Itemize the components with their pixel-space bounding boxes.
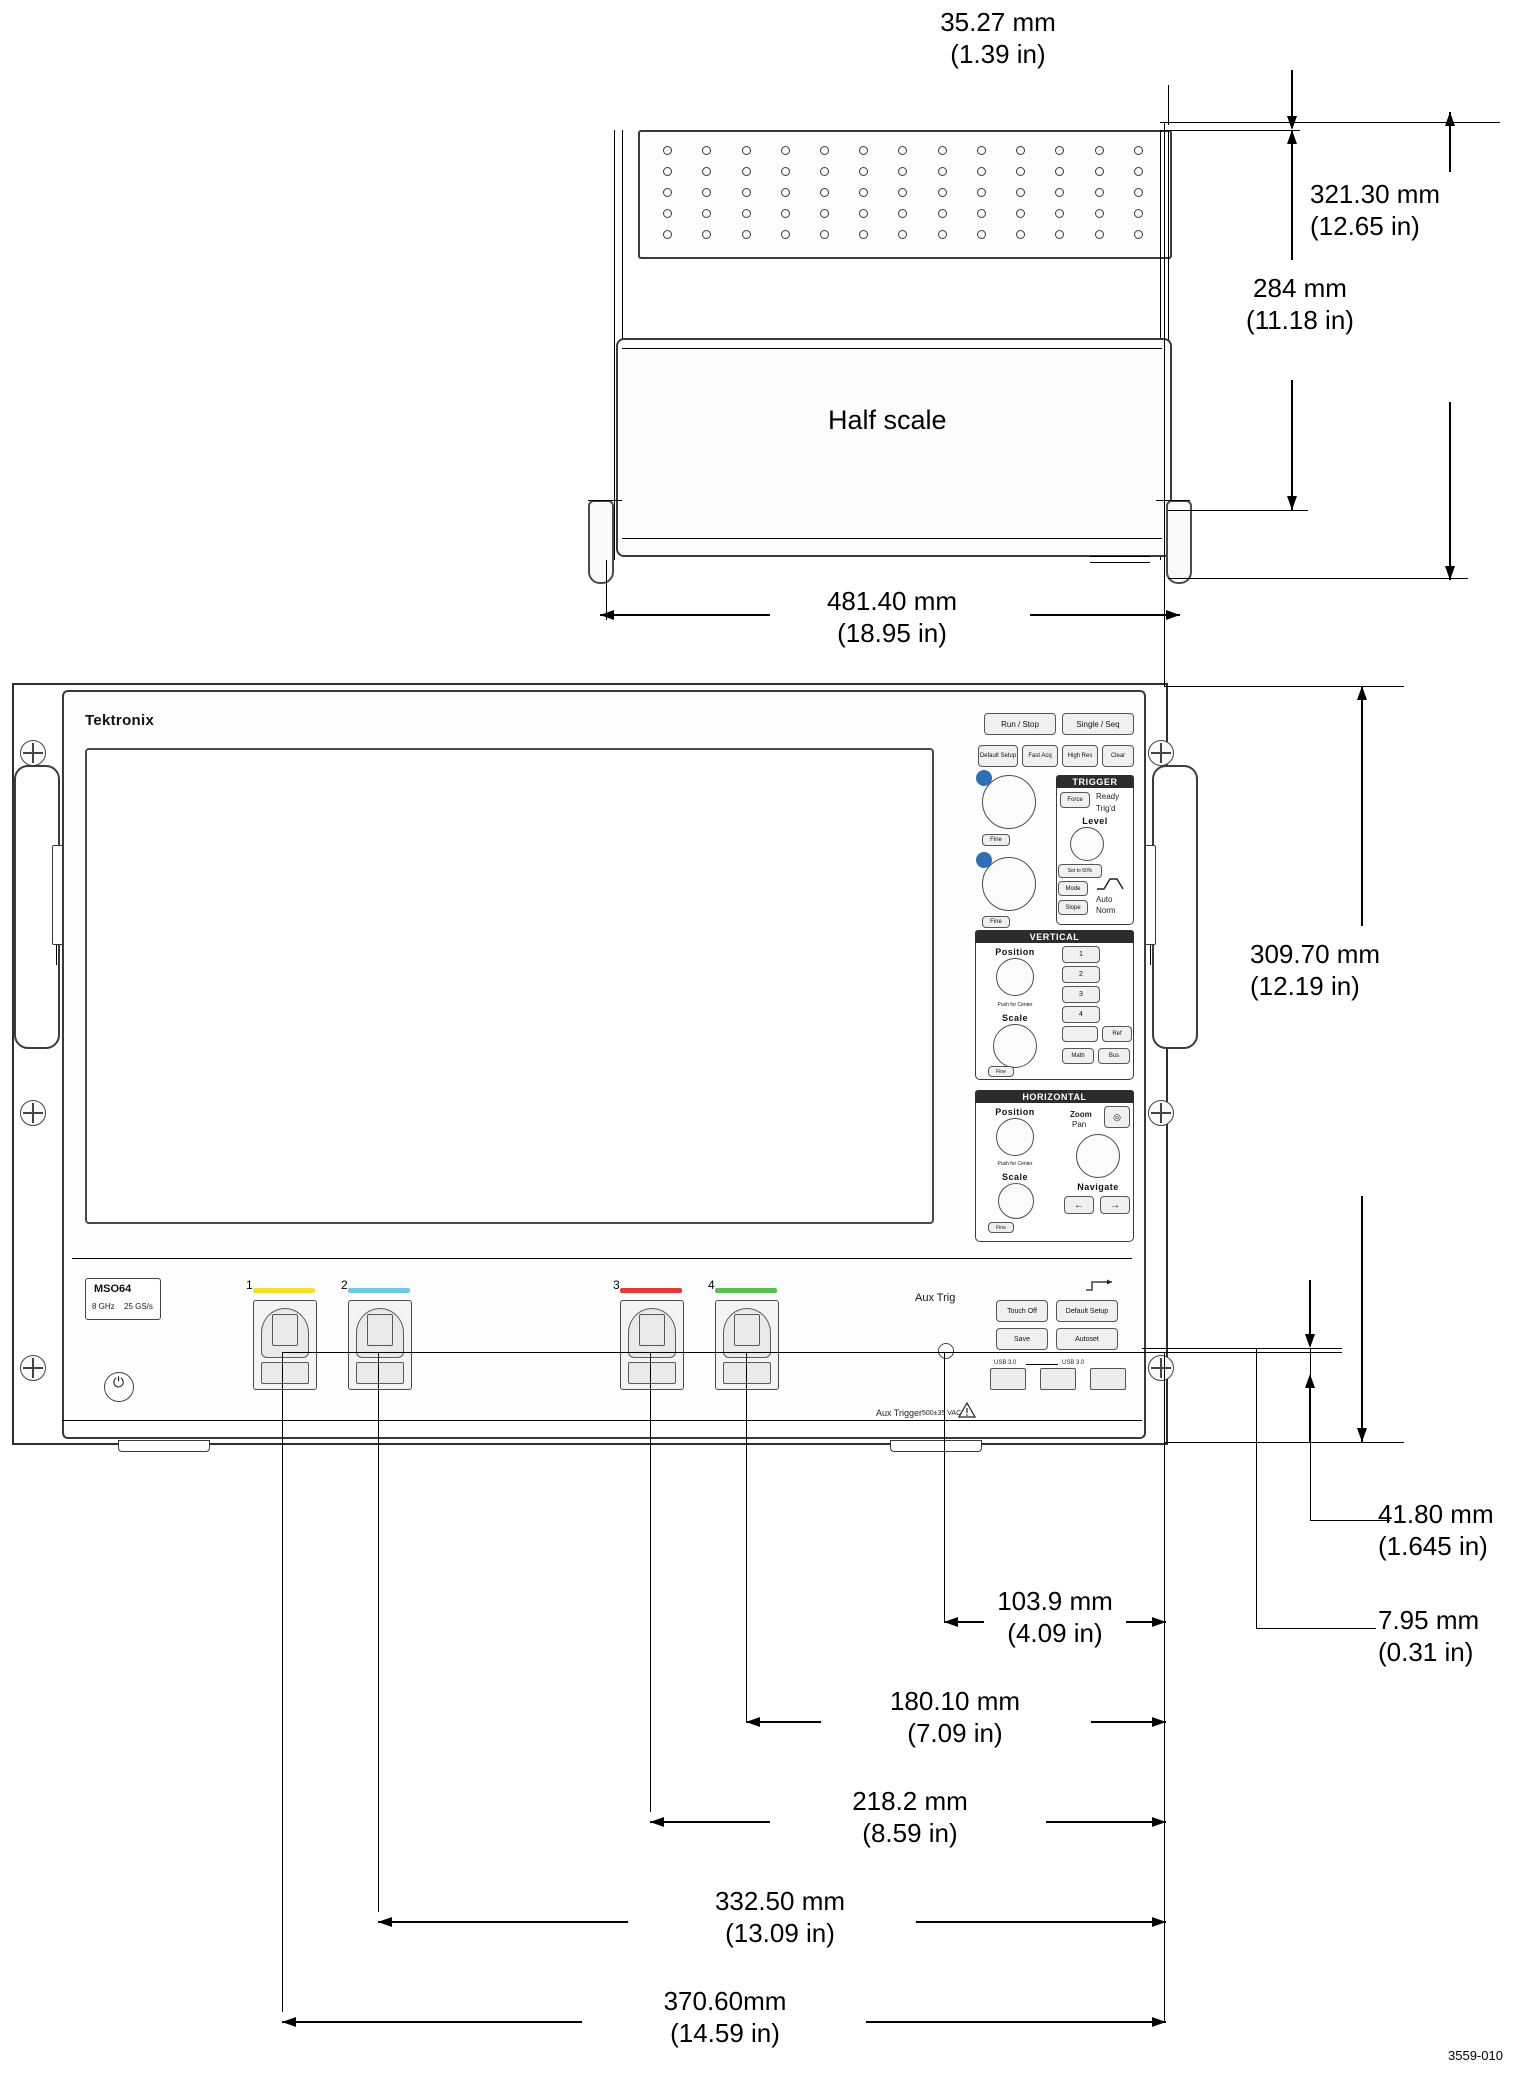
clear-button[interactable]: Clear (1102, 745, 1134, 767)
default-setup-button[interactable]: Default Setup (1056, 1300, 1118, 1322)
vertical-scale-label: Scale (1001, 1013, 1029, 1023)
vertical-math-button[interactable]: Math (1062, 1048, 1094, 1064)
vertical-channel-2-button[interactable]: 2 (1062, 966, 1100, 983)
zoom-label: Zoom (1070, 1110, 1092, 1119)
model-name: MSO64 (94, 1283, 132, 1295)
touch-off-button[interactable]: Touch Off (996, 1300, 1048, 1322)
vertical-position-label: Position (995, 947, 1035, 957)
dim-label-7-95 (1378, 1604, 1540, 1668)
channel-3-color-bar (620, 1288, 682, 1293)
dim-value-in: (18.95 in) (837, 618, 947, 648)
dim-795-leader-v (1256, 1348, 1257, 1628)
trigger-mode-button[interactable]: Mode (1058, 881, 1088, 896)
vertical-position-push-label: Push for Center (997, 1002, 1033, 1008)
vertical-channel-4-button[interactable]: 4 (1062, 1006, 1100, 1023)
dim-370-arrow (282, 2012, 1166, 2032)
autoset-button[interactable]: Autoset (1056, 1328, 1118, 1350)
channel-3-connector-contacts (639, 1314, 665, 1346)
pan-label: Pan (1072, 1120, 1087, 1129)
vertical-scale-fine-label: Fine (988, 1066, 1014, 1077)
dim-value-mm: 284 mm (1253, 273, 1347, 303)
channel-4-number: 4 (708, 1278, 715, 1292)
horizontal-position-push-label: Push for Center (997, 1161, 1033, 1167)
aux-trig-connector[interactable] (938, 1343, 954, 1359)
usb-port-1[interactable] (990, 1368, 1026, 1390)
dim-value-in: (13.09 in) (725, 1918, 835, 1948)
trigger-ready-label: Ready (1096, 792, 1120, 801)
channel-3-connector-base (628, 1362, 676, 1384)
trigger-set-50-button[interactable]: Set to 50% (1058, 864, 1102, 878)
channel-1-number: 1 (246, 1278, 253, 1292)
half-scale-label: Half scale (828, 405, 947, 435)
dim-value-mm: 180.10 mm (889, 1686, 1021, 1716)
vertical-ref-button[interactable]: Ref (1102, 1026, 1132, 1042)
trigger-slope-button[interactable]: Slope (1058, 900, 1088, 915)
trigger-level-label: Level (1082, 816, 1108, 826)
horizontal-scale-label: Scale (1001, 1172, 1029, 1182)
cursor-b-badge (976, 852, 992, 868)
ext-line-ch2 (378, 1352, 379, 1912)
high-res-button[interactable]: High Res (1062, 745, 1098, 767)
rack-screw-hole[interactable] (1148, 740, 1174, 766)
brand-logo: Tektronix (85, 712, 155, 729)
dim-value-in: (11.18 in) (1246, 305, 1354, 335)
rack-screw-hole[interactable] (20, 740, 46, 766)
dim-309-arrow (1352, 686, 1372, 1442)
dim-value-in: (7.09 in) (907, 1718, 1003, 1748)
panel-divider (72, 1258, 1132, 1259)
vertical-blank-button[interactable] (1062, 1026, 1098, 1042)
channel-2-connector-base (356, 1362, 404, 1384)
power-icon: ⏻ (113, 1374, 125, 1390)
view-alignment-line (1164, 122, 1165, 687)
aux-trig-label: Aux Trig (915, 1292, 956, 1304)
usb-label-1: USB 3.0 (994, 1360, 1017, 1366)
dim-value-in: (4.09 in) (1007, 1618, 1103, 1648)
rack-screw-hole[interactable] (1148, 1355, 1174, 1381)
navigate-prev-button[interactable]: ← (1064, 1196, 1094, 1214)
dim-value-mm: 41.80 mm (1378, 1499, 1494, 1529)
dim-value-in: (8.59 in) (862, 1818, 958, 1848)
dim-180-arrow (746, 1712, 1166, 1732)
aux-trigger-footer-label: Aux Trigger (876, 1408, 923, 1418)
center-reference-line (282, 1352, 1342, 1353)
rack-screw-hole[interactable] (20, 1100, 46, 1126)
dim-218-arrow (650, 1812, 1166, 1832)
cursor-a-label: Fine (982, 834, 1010, 846)
usb-port-3[interactable] (1090, 1368, 1126, 1390)
dim-795-leader-h (1256, 1628, 1376, 1629)
ext-line-auxtrig (944, 1352, 945, 1622)
vertical-channel-1-button[interactable]: 1 (1062, 946, 1100, 963)
channel-1-color-bar (253, 1288, 315, 1293)
dim-label-309 (1250, 938, 1510, 1002)
foot-strip-left (118, 1440, 210, 1452)
single-seq-button[interactable]: Single / Seq (1062, 713, 1134, 735)
channel-3-number: 3 (613, 1278, 620, 1292)
default-setup-button-top[interactable]: Default Setup (978, 745, 1018, 767)
usb-label-2: USB 3.0 (1062, 1360, 1085, 1366)
run-stop-button[interactable]: Run / Stop (984, 713, 1056, 735)
trigger-auto-label: Auto (1096, 895, 1113, 904)
rack-screw-hole[interactable] (1148, 1100, 1174, 1126)
slope-icon (1096, 876, 1124, 892)
dim-value-in: (12.65 in) (1310, 211, 1420, 241)
channel-1-connector-base (261, 1362, 309, 1384)
trigger-group-title: TRIGGER (1072, 777, 1118, 787)
trigger-trigd-label: Trig'd (1096, 804, 1116, 813)
vertical-position-knob[interactable] (996, 958, 1034, 996)
dim-value-mm: 370.60mm (663, 1986, 787, 2016)
vertical-channel-3-button[interactable]: 3 (1062, 986, 1100, 1003)
vertical-group-title: VERTICAL (1029, 932, 1080, 942)
channel-4-connector-base (723, 1362, 771, 1384)
horizontal-scale-knob[interactable] (998, 1183, 1034, 1219)
save-button[interactable]: Save (996, 1328, 1048, 1350)
dim-value-mm: 7.95 mm (1378, 1605, 1480, 1635)
trigger-norm-label: Norm (1096, 906, 1116, 915)
dim-value-mm: 218.2 mm (852, 1786, 968, 1816)
dim-value-in: (12.19 in) (1250, 971, 1360, 1001)
display-screen[interactable] (85, 748, 934, 1224)
document-number: 3559-010 (1448, 2048, 1503, 2063)
horizontal-position-knob[interactable] (996, 1118, 1034, 1156)
horizontal-group-title: HORIZONTAL (1022, 1092, 1087, 1102)
ext-line-ch4 (746, 1352, 747, 1722)
dim-value-mm: 481.40 mm (826, 586, 958, 616)
aux-trigger-rating-label: 500±35 VAC (922, 1410, 962, 1417)
dim-value-in: (0.31 in) (1378, 1637, 1474, 1667)
ext-line-ch3 (650, 1352, 651, 1812)
channel-2-color-bar (348, 1288, 410, 1293)
dim-332-arrow (378, 1912, 1166, 1932)
rack-screw-hole[interactable] (20, 1355, 46, 1381)
channel-4-color-bar (715, 1288, 777, 1293)
dim-value-mm: 103.9 mm (997, 1586, 1113, 1616)
vertical-bus-button[interactable]: Bus (1098, 1048, 1130, 1064)
cursor-b-label: Fine (982, 916, 1010, 928)
warning-icon (958, 1402, 976, 1418)
navigate-label: Navigate (1077, 1182, 1119, 1192)
channel-4-connector-contacts (734, 1314, 760, 1346)
dim-value-mm: 332.50 mm (714, 1886, 846, 1916)
model-spec-samplerate: 25 GS/s (124, 1302, 153, 1311)
vertical-scale-knob[interactable] (993, 1024, 1037, 1068)
dim-value-mm: 321.30 mm (1310, 179, 1441, 209)
dim-103-arrow (944, 1612, 1166, 1632)
trigger-level-knob[interactable] (1070, 827, 1104, 861)
foot-strip-right (890, 1440, 982, 1452)
dim-value-in: (14.59 in) (670, 2018, 780, 2048)
panel-bottom-edge (62, 1420, 1142, 1421)
horizontal-scale-fine-label: Fine (988, 1222, 1014, 1233)
zoom-magnifier-button[interactable]: ◎ (1104, 1106, 1130, 1128)
channel-1-connector-contacts (272, 1314, 298, 1346)
dim-value-in: (1.39 in) (950, 39, 1046, 69)
channel-2-connector-contacts (367, 1314, 393, 1346)
usb-port-2[interactable] (1040, 1368, 1076, 1390)
dim-value-mm: 309.70 mm (1250, 939, 1381, 969)
multipurpose-knob[interactable] (1076, 1134, 1120, 1178)
trigger-force-button[interactable]: Force (1060, 792, 1090, 808)
dim-41-leader-v (1310, 1348, 1311, 1520)
navigate-next-button[interactable]: → (1100, 1196, 1130, 1214)
horizontal-position-label: Position (995, 1107, 1035, 1117)
fast-acq-button[interactable]: Fast Acq (1022, 745, 1058, 767)
dim-value-mm: 35.27 mm (940, 7, 1056, 37)
dim-value-in: (1.645 in) (1378, 1531, 1488, 1561)
ext-line-ch1 (282, 1352, 283, 2012)
usb-label-rule (1026, 1364, 1058, 1365)
cursor-a-badge (976, 770, 992, 786)
ext-line-309-bottom (1164, 1442, 1404, 1443)
dim-label-41-80 (1378, 1498, 1540, 1562)
handle-right[interactable] (1152, 765, 1198, 1049)
channel-2-number: 2 (341, 1278, 348, 1292)
trigger-out-icon (1084, 1278, 1114, 1294)
model-spec-bandwidth: 8 GHz (92, 1302, 115, 1311)
